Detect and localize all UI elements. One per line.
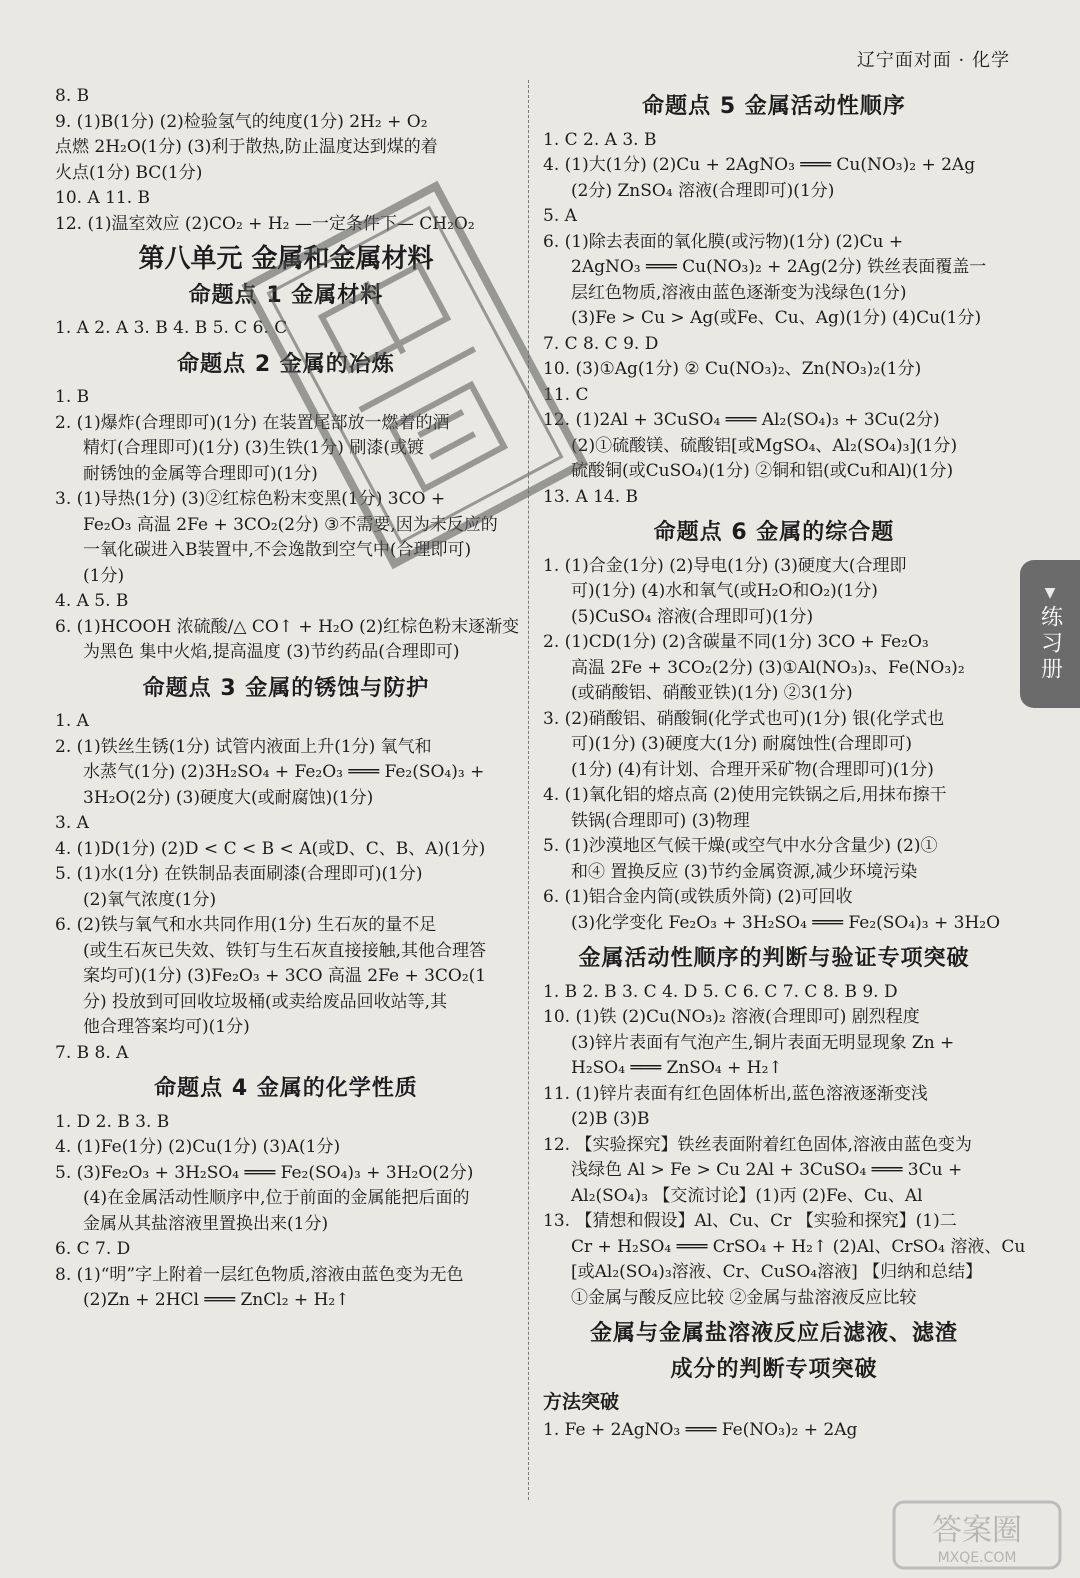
answer-line-continued: (2分) ZnSO₄ 溶液(合理即可)(1分) [571,180,835,201]
answer-line-continued: 铁锅(合理即可) (3)物理 [571,810,750,831]
answer-line: 7. C 8. C 9. D [543,333,659,354]
section-title: 命题点 5 金属活动性顺序 [642,94,906,119]
answer-line-continued: 他合理答案均可)(1分) [83,1017,250,1037]
answer-line: 1. Fe + 2AgNO₃ ═══ Fe(NO₃)₂ + 2Ag [543,1419,858,1440]
answer-line: 火点(1分) BC(1分) [55,162,203,183]
answer-line-continued: (2)氧气浓度(1分) [83,889,217,910]
answer-line-continued: 硫酸铜(或CuSO₄)(1分) ②铜和铝(或Cu和Al)(1分) [571,461,954,481]
answer-line: 6. C 7. D [55,1239,131,1259]
answer-line: 8. B [55,86,90,106]
answer-line: 4. A 5. B [55,591,129,611]
answer-line-continued: (或硝酸铝、硝酸亚铁)(1分) ②3(1分) [571,683,853,703]
answer-line: 4. (1)Fe(1分) (2)Cu(1分) (3)A(1分) [55,1137,341,1157]
answer-line: 1. B 2. B 3. C 4. D 5. C 6. C 7. C 8. B 9. D [543,981,898,1002]
answer-line: 9. (1)B(1分) (2)检验氢气的纯度(1分) 2H₂ + O₂ [55,111,428,132]
section-tab[interactable] [1020,560,1080,708]
answer-line-continued: ①金属与酸反应比较 ②金属与盐溶液反应比较 [571,1287,917,1308]
answer-line: 6. (2)铁与氧气和水共同作用(1分) 生石灰的量不足 [55,915,437,935]
answer-line-continued: (3)Fe > Cu > Ag(或Fe、Cu、Ag)(1分) (4)Cu(1分) [571,308,982,328]
subsection-title: 方法突破 [543,1391,620,1413]
answer-line-continued: 可)(1分) (4)水和氧气(或H₂O和O₂)(1分) [571,581,878,601]
answer-line: 13. 【猜想和假设】Al、Cu、Cr 【实验和探究】(1)二 [543,1211,957,1231]
answer-line-continued: Fe₂O₃ 高温 2Fe + 3CO₂(2分) ③不需要,因为未反应的 [83,514,498,535]
section-title: 命题点 4 金属的化学性质 [154,1076,418,1101]
answer-line: 1. A [55,711,89,731]
answer-line: 5. (1)沙漠地区气候干燥(或空气中水分含量少) (2)① [543,836,938,856]
answer-line: 7. B 8. A [55,1042,129,1063]
answer-line: 点燃 2H₂O(1分) (3)利于散热,防止温度达到煤的着 [55,137,438,157]
svg-text:MXQE.COM: MXQE.COM [937,1550,1017,1566]
answer-line: 2. (1)铁丝生锈(1分) 试管内液面上升(1分) 氧气和 [55,736,432,757]
answer-line-continued: (4)在金属活动性顺序中,位于前面的金属能把后面的 [83,1188,470,1208]
answer-line-continued: Al₂(SO₄)₃ 【交流讨论】(1)丙 (2)Fe、Cu、Al [571,1185,923,1206]
section-title: 命题点 2 金属的冶炼 [177,351,395,377]
section-title: 金属活动性顺序的判断与验证专项突破 [578,946,970,971]
right-column [543,84,1026,1443]
svg-text:答案圈: 答案圈 [932,1513,1022,1548]
answer-line-continued: 3H₂O(2分) (3)硬度大(或耐腐蚀)(1分) [83,787,374,808]
answer-line: 12. 【实验探究】铁丝表面附着红色固体,溶液由蓝色变为 [543,1134,972,1155]
answer-line: 1. D 2. B 3. B [55,1111,170,1132]
answer-line: 12. (1)2Al + 3CuSO₄ ═══ Al₂(SO₄)₃ + 3Cu(2分) [543,410,940,430]
answer-line-continued: (1分) (4)有计划、合理开采矿物(合理即可)(1分) [571,759,934,780]
answer-line: 5. (3)Fe₂O₃ + 3H₂SO₄ ═══ Fe₂(SO₄)₃ + 3H₂O(2分) [55,1162,474,1183]
answer-line: 1. A 2. A 3. B 4. B 5. C 6. C [55,318,288,338]
answer-line-continued: (3)锌片表面有气泡产生,铜片表面无明显现象 Zn + [571,1032,955,1053]
answer-line: 4. (1)D(1分) (2)D < C < B < A(或D、C、B、A)(1分) [55,838,486,859]
watermark-logo [892,1500,1062,1570]
answer-line: 4. (1)氧化铝的熔点高 (2)使用完铁锅之后,用抹布擦干 [543,785,947,805]
answer-line-continued: 金属从其盐溶液里置换出来(1分) [83,1213,329,1234]
answer-line-continued: 分) 投放到可回收垃圾桶(或卖给废品回收站等,其 [83,991,448,1012]
answer-line: 1. (1)合金(1分) (2)导电(1分) (3)硬度大(合理即 [543,555,907,576]
answer-line: 6. (1)铝合金内筒(或铁质外筒) (2)可回收 [543,887,853,907]
answer-line: 10. (3)①Ag(1分) ② Cu(NO₃)₂、Zn(NO₃)₂(1分) [543,359,922,379]
answer-line: 11. C [543,384,589,405]
answer-line-continued: H₂SO₄ ═══ ZnSO₄ + H₂↑ [571,1058,783,1078]
answer-line-continued: (1分) [83,565,125,586]
section-title: 金属与金属盐溶液反应后滤液、滤渣 [589,1321,958,1346]
answer-line-continued: 2AgNO₃ ═══ Cu(NO₃)₂ + 2Ag(2分) 铁丝表面覆盖一 [571,257,987,277]
chevron-down-icon: ▼ [1044,585,1056,601]
answer-line: 13. A 14. B [543,486,639,507]
answer-line-continued: 精灯(合理即可)(1分) (3)生铁(1分) 刷漆(或镀 [83,438,424,458]
answer-line: 4. (1)大(1分) (2)Cu + 2AgNO₃ ═══ Cu(NO₃)₂ + 2Ag [543,155,976,175]
answer-line-continued: 可)(1分) (3)硬度大(1分) 耐腐蚀性(合理即可) [571,734,912,754]
section-title: 命题点 6 金属的综合题 [653,520,895,545]
page-header: 辽宁面对面 · 化学 [856,50,1010,71]
answer-line-continued: 一氧化碳进入B装置中,不会逸散到空气中(合理即可) [83,540,472,560]
answer-line: 10. (1)铁 (2)Cu(NO₃)₂ 溶液(合理即可) 剧烈程度 [543,1007,920,1027]
unit-title: 第八单元 金属和金属材料 [138,244,434,274]
answer-line: 10. A 11. B [55,188,151,208]
answer-line-continued: (2)①硫酸镁、硫酸铝[或MgSO₄、Al₂(SO₄)₃](1分) [571,435,958,456]
answer-line: 3. (2)硝酸铝、硝酸铜(化学式也可)(1分) 银(化学式也 [543,708,945,729]
answer-line: 6. (1)除去表面的氧化膜(或污物)(1分) (2)Cu + [543,231,904,252]
answer-line: 2. (1)CD(1分) (2)含碳量不同(1分) 3CO + Fe₂O₃ [543,632,929,652]
section-title: 成分的判断专项突破 [670,1356,878,1382]
answer-line: 6. (1)HCOOH 浓硫酸/△ CO↑ + H₂O (2)红棕色粉末逐渐变 [55,616,520,637]
answer-line-continued: (5)CuSO₄ 溶液(合理即可)(1分) [571,606,814,627]
answer-line-continued: 为黑色 集中火焰,提高温度 (3)节约药品(合理即可) [83,642,460,662]
answer-line: 1. C 2. A 3. B [543,129,657,150]
answer-line: 2. (1)爆炸(合理即可)(1分) 在装置尾部放一燃着的酒 [55,412,450,433]
answer-line-continued: 高温 2Fe + 3CO₂(2分) (3)①Al(NO₃)₃、Fe(NO₃)₂ [571,657,965,678]
column-divider [528,80,529,1500]
answer-line: 5. (1)水(1分) 在铁制品表面刷漆(合理即可)(1分) [55,864,423,884]
answer-line-continued: 耐锈蚀的金属等合理即可)(1分) [83,463,318,484]
answer-line-continued: 浅绿色 Al > Fe > Cu 2Al + 3CuSO₄ ═══ 3Cu + [571,1160,963,1180]
answer-line: 1. B [55,387,90,407]
answer-line-continued: (或生石灰已失效、铁钉与生石灰直接接触,其他合理答 [83,940,487,961]
answer-line-continued: (2)Zn + 2HCl ═══ ZnCl₂ + H₂↑ [83,1290,350,1310]
answer-line: 11. (1)锌片表面有红色固体析出,蓝色溶液逐渐变浅 [543,1083,928,1104]
answer-line-continued: [或Al₂(SO₄)₃溶液、Cr、CuSO₄溶液] 【归纳和总结】 [571,1262,983,1282]
answer-line-continued: (3)化学变化 Fe₂O₃ + 3H₂SO₄ ═══ Fe₂(SO₄)₃ + 3H₂O [571,912,1001,933]
answer-line-continued: (2)B (3)B [571,1109,650,1129]
tab-label: 练习册 [1037,605,1063,683]
section-title: 命题点 3 金属的锈蚀与防护 [142,675,430,701]
answer-line: 5. A [543,206,577,226]
answer-line: 3. A [55,813,89,833]
answer-line-continued: 水蒸气(1分) (2)3H₂SO₄ + Fe₂O₃ ═══ Fe₂(SO₄)₃ + [83,762,485,782]
section-title: 命题点 1 金属材料 [188,282,384,308]
answer-line: 12. (1)温室效应 (2)CO₂ + H₂ —一定条件下— CH₂O₂ [55,213,475,234]
answer-line-continued: 案均可)(1分) (3)Fe₂O₃ + 3CO 高温 2Fe + 3CO₂(1 [83,966,487,986]
answer-line: 8. (1)“明”字上附着一层红色物质,溶液由蓝色变为无色 [55,1264,464,1285]
answer-line-continued: 层红色物质,溶液由蓝色逐渐变为浅绿色(1分) [571,282,907,303]
answer-line: 3. (1)导热(1分) (3)②红棕色粉末变黑(1分) 3CO + [55,489,446,509]
answer-line-continued: 和④ 置换反应 (3)节约金属资源,减少环境污染 [571,861,918,882]
answer-line-continued: Cr + H₂SO₄ ═══ CrSO₄ + H₂↑ (2)Al、CrSO₄ 溶液、Cu [571,1236,1026,1257]
